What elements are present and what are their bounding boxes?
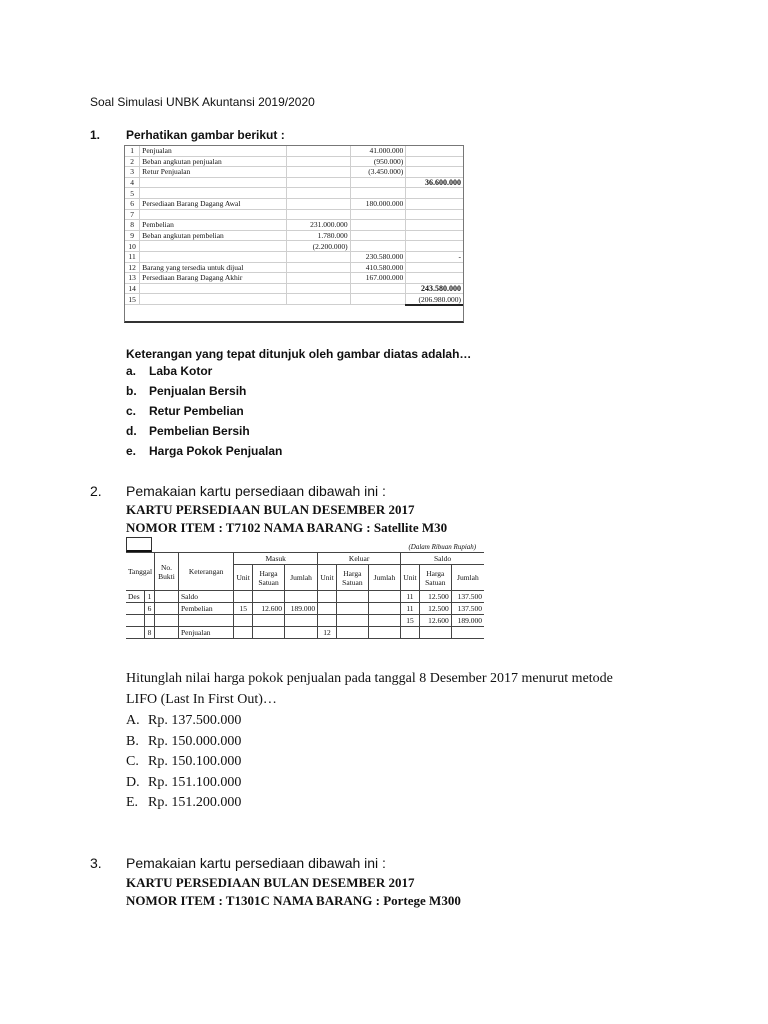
q1-options [126, 364, 282, 464]
q2-cell-month: Des [126, 591, 145, 603]
q1-prompt: Perhatikan gambar berikut : [126, 128, 285, 142]
q1-cell-c5: - [406, 251, 464, 262]
q1-cell-no: 1 [125, 146, 140, 157]
header-saldo: Saldo [401, 553, 484, 565]
q1-cell-no: 11 [125, 251, 140, 262]
q1-cell-desc [140, 209, 287, 220]
q2-cell-sh: 12.600 [419, 615, 451, 627]
q2-cell-mu [234, 615, 253, 627]
q1-cell-c3: (2.200.000) [286, 241, 350, 252]
q1-table-row [125, 188, 464, 199]
q2-option-d[interactable]: D. Rp. 151.100.000 [126, 774, 242, 790]
q1-option-c[interactable]: c. Retur Pembelian [126, 404, 244, 418]
q3-prompt: Pemakaian kartu persediaan dibawah ini : [126, 855, 386, 871]
q3-card-title: KARTU PERSEDIAAN BULAN DESEMBER 2017 [126, 875, 415, 890]
q1-cell-c5 [406, 241, 464, 252]
q1-cell-desc [140, 294, 287, 305]
q2-cell-kj [368, 603, 400, 615]
q1-cell-c3 [286, 188, 350, 199]
q2-cell-kj [368, 615, 400, 627]
q2-cell-kh [336, 591, 368, 603]
q1-table-row [125, 230, 464, 241]
q1-table-row [125, 209, 464, 220]
q1-cell-desc [140, 177, 287, 188]
q1-number: 1. [90, 128, 101, 142]
q2-cell-mh [253, 627, 285, 639]
header-saldo-unit: Unit [401, 565, 420, 591]
header-masuk-jumlah: Jumlah [285, 565, 318, 591]
q1-cell-c5 [406, 198, 464, 209]
q2-cell-month [126, 627, 145, 639]
q1-cell-c4 [350, 209, 406, 220]
q2-cell-ku [318, 603, 337, 615]
q2-cell-mh [253, 615, 285, 627]
q1-table-row [125, 156, 464, 167]
q1-cell-no: 5 [125, 188, 140, 199]
q2-cell-sh: 12.500 [419, 591, 451, 603]
q1-cell-c4: 180.000.000 [350, 198, 406, 209]
q1-table-row [125, 273, 464, 284]
q2-cell-kh [336, 615, 368, 627]
q2-number: 2. [90, 483, 102, 499]
q2-cell-su: 11 [401, 591, 420, 603]
q2-cell-su: 11 [401, 603, 420, 615]
q2-cell-ket: Pembelian [178, 603, 233, 615]
unit-note: (Dalam Ribuan Rupiah) [408, 542, 477, 551]
q2-cell-ket: Penjualan [178, 627, 233, 639]
q1-cell-c3 [286, 251, 350, 262]
document-title: Soal Simulasi UNBK Akuntansi 2019/2020 [90, 95, 315, 109]
q2-cell-sj: 189.000 [451, 615, 484, 627]
q2-table-row [126, 627, 484, 639]
q1-table-row [125, 262, 464, 273]
q2-cell-bukti [155, 591, 179, 603]
q1-cell-c3 [286, 177, 350, 188]
q1-cell-c3 [286, 198, 350, 209]
q1-cell-c5 [406, 188, 464, 199]
q1-table-row [125, 251, 464, 262]
q2-cell-kh [336, 627, 368, 639]
q2-cell-sh [419, 627, 451, 639]
q2-cell-mu [234, 591, 253, 603]
q1-cell-desc [140, 251, 287, 262]
header-keterangan: Keterangan [178, 553, 233, 591]
q1-cell-c3 [286, 273, 350, 284]
q3-card-item: NOMOR ITEM : T1301C NAMA BARANG : Portege M300 [126, 893, 461, 908]
q2-table-row [126, 615, 484, 627]
q2-cell-ku [318, 591, 337, 603]
q1-cell-desc: Penjualan [140, 146, 287, 157]
q1-cell-c4: (3.450.000) [350, 167, 406, 178]
q1-cell-c3: 1.780.000 [286, 230, 350, 241]
header-keluar: Keluar [318, 553, 401, 565]
header-keluar-harga: Harga Satuan [336, 565, 368, 591]
header-masuk-harga: Harga Satuan [253, 565, 285, 591]
q1-cell-no: 9 [125, 230, 140, 241]
q1-cell-no: 15 [125, 294, 140, 305]
q2-cell-ket [178, 615, 233, 627]
q1-cell-no: 14 [125, 283, 140, 294]
q1-cell-no: 2 [125, 156, 140, 167]
q3-number: 3. [90, 855, 102, 871]
q1-cell-c4 [350, 294, 406, 305]
q1-cell-c3 [286, 156, 350, 167]
header-keluar-jumlah: Jumlah [368, 565, 400, 591]
q1-cell-c4 [350, 177, 406, 188]
q2-cell-sh: 12.500 [419, 603, 451, 615]
q2-cell-bukti [155, 603, 179, 615]
q2-cell-mj [285, 627, 318, 639]
q1-option-e[interactable]: e. Harga Pokok Penjualan [126, 444, 283, 458]
q2-cell-mu: 15 [234, 603, 253, 615]
q1-cell-c5 [406, 273, 464, 284]
header-masuk-unit: Unit [234, 565, 253, 591]
q1-cell-no: 4 [125, 177, 140, 188]
q2-option-b[interactable]: B. Rp. 150.000.000 [126, 733, 242, 749]
q2-options [126, 713, 241, 816]
q2-cell-mj: 189.000 [285, 603, 318, 615]
q1-cell-c3 [286, 209, 350, 220]
q2-cell-mh: 12.600 [253, 603, 285, 615]
q1-cell-desc: Persediaan Barang Dagang Awal [140, 198, 287, 209]
q2-card-title: KARTU PERSEDIAAN BULAN DESEMBER 2017 [126, 502, 415, 517]
q2-cell-kh [336, 603, 368, 615]
q1-table-row [125, 283, 464, 294]
q1-cell-c5 [406, 167, 464, 178]
q1-table-row [125, 241, 464, 252]
q1-cell-no: 12 [125, 262, 140, 273]
q2-option-a[interactable]: A. Rp. 137.500.000 [126, 713, 242, 728]
q1-cell-c4: 230.580.000 [350, 251, 406, 262]
q2-cell-mj [285, 591, 318, 603]
q2-cell-su: 15 [401, 615, 420, 627]
q2-cell-bukti [155, 627, 179, 639]
q1-cell-no: 8 [125, 220, 140, 231]
q1-cell-c4: 41.000.000 [350, 146, 406, 157]
q1-cell-c4 [350, 283, 406, 294]
q1-option-b[interactable]: b. Penjualan Bersih [126, 384, 247, 398]
q1-cell-c5 [406, 262, 464, 273]
q2-cell-sj: 137.500 [451, 591, 484, 603]
q2-prompt: Pemakaian kartu persediaan dibawah ini : [126, 483, 386, 499]
q1-table-row [125, 146, 464, 157]
q2-option-e[interactable]: E. Rp. 151.200.000 [126, 795, 242, 810]
q2-cell-day: 1 [145, 591, 155, 603]
q2-cell-sj: 137.500 [451, 603, 484, 615]
q2-cell-mj [285, 615, 318, 627]
q1-cell-c3: 231.000.000 [286, 220, 350, 231]
q1-question: Keterangan yang tepat ditunjuk oleh gambar diatas adalah… [126, 347, 472, 361]
q1-cell-desc: Beban angkutan penjualan [140, 156, 287, 167]
q1-cell-c5 [406, 220, 464, 231]
q1-cell-c3 [286, 283, 350, 294]
q1-cell-no: 10 [125, 241, 140, 252]
header-masuk: Masuk [234, 553, 318, 565]
q1-cell-no: 3 [125, 167, 140, 178]
q1-cell-c5 [406, 146, 464, 157]
q2-table-row [126, 603, 484, 615]
q1-cell-desc [140, 188, 287, 199]
q2-cell-ku [318, 615, 337, 627]
q1-table-row [125, 177, 464, 188]
q1-table [124, 145, 464, 306]
q2-cell-kj [368, 591, 400, 603]
q1-table-row [125, 294, 464, 305]
q1-cell-no: 6 [125, 198, 140, 209]
q2-inventory-table [126, 541, 484, 639]
q1-cell-c3 [286, 167, 350, 178]
q1-option-a[interactable]: a. Laba Kotor [126, 364, 213, 378]
header-keluar-unit: Unit [318, 565, 337, 591]
q1-cell-c4 [350, 230, 406, 241]
q2-cell-month [126, 615, 145, 627]
q2-question-line2: LIFO (Last In First Out)… [126, 692, 277, 707]
q2-cell-mu [234, 627, 253, 639]
q2-cell-day: 8 [145, 627, 155, 639]
q1-cell-desc: Pembelian [140, 220, 287, 231]
q1-cell-c4 [350, 241, 406, 252]
q1-cell-desc: Barang yang tersedia untuk dijual [140, 262, 287, 273]
q1-option-d[interactable]: d. Pembelian Bersih [126, 424, 250, 438]
header-saldo-harga: Harga Satuan [419, 565, 451, 591]
q1-cell-desc: Beban angkutan pembelian [140, 230, 287, 241]
q1-cell-desc [140, 283, 287, 294]
q1-cell-c5: (206.980.000) [406, 294, 464, 305]
q2-table-row [126, 591, 484, 603]
q1-table-row [125, 198, 464, 209]
q1-cell-desc [140, 241, 287, 252]
q1-cell-c5 [406, 209, 464, 220]
q1-cell-c5 [406, 230, 464, 241]
q2-cell-ku: 12 [318, 627, 337, 639]
q2-cell-mh [253, 591, 285, 603]
q1-cell-c5 [406, 156, 464, 167]
q2-cell-sj [451, 627, 484, 639]
q1-cell-c3 [286, 262, 350, 273]
q2-cell-bukti [155, 615, 179, 627]
q2-cell-day [145, 615, 155, 627]
q1-cell-c4: 167.000.000 [350, 273, 406, 284]
q1-cell-desc: Retur Penjualan [140, 167, 287, 178]
q2-question-line1: Hitunglah nilai harga pokok penjualan pada tanggal 8 Desember 2017 menurut metode [126, 671, 613, 686]
q2-cell-kj [368, 627, 400, 639]
q2-card-item: NOMOR ITEM : T7102 NAMA BARANG : Satellite M30 [126, 520, 448, 535]
q1-cell-no: 7 [125, 209, 140, 220]
q1-cell-c5: 243.580.000 [406, 283, 464, 294]
q1-table-row [125, 167, 464, 178]
q2-cell-day: 6 [145, 603, 155, 615]
q2-option-c[interactable]: C. Rp. 150.100.000 [126, 754, 242, 769]
q1-cell-c3 [286, 294, 350, 305]
q1-cell-c4: (950.000) [350, 156, 406, 167]
q1-table-row [125, 220, 464, 231]
q1-cell-c5: 36.600.000 [406, 177, 464, 188]
q2-cell-ket: Saldo [178, 591, 233, 603]
q1-cell-c4: 410.580.000 [350, 262, 406, 273]
q1-cell-desc: Persediaan Barang Dagang Akhir [140, 273, 287, 284]
q1-cell-no: 13 [125, 273, 140, 284]
header-tanggal: Tanggal [126, 553, 155, 591]
q2-cell-month [126, 603, 145, 615]
q1-cell-c4 [350, 188, 406, 199]
q1-cell-c3 [286, 146, 350, 157]
header-no-bukti: No. Bukti [155, 553, 179, 591]
q2-cell-su [401, 627, 420, 639]
header-saldo-jumlah: Jumlah [451, 565, 484, 591]
q1-cell-c4 [350, 220, 406, 231]
